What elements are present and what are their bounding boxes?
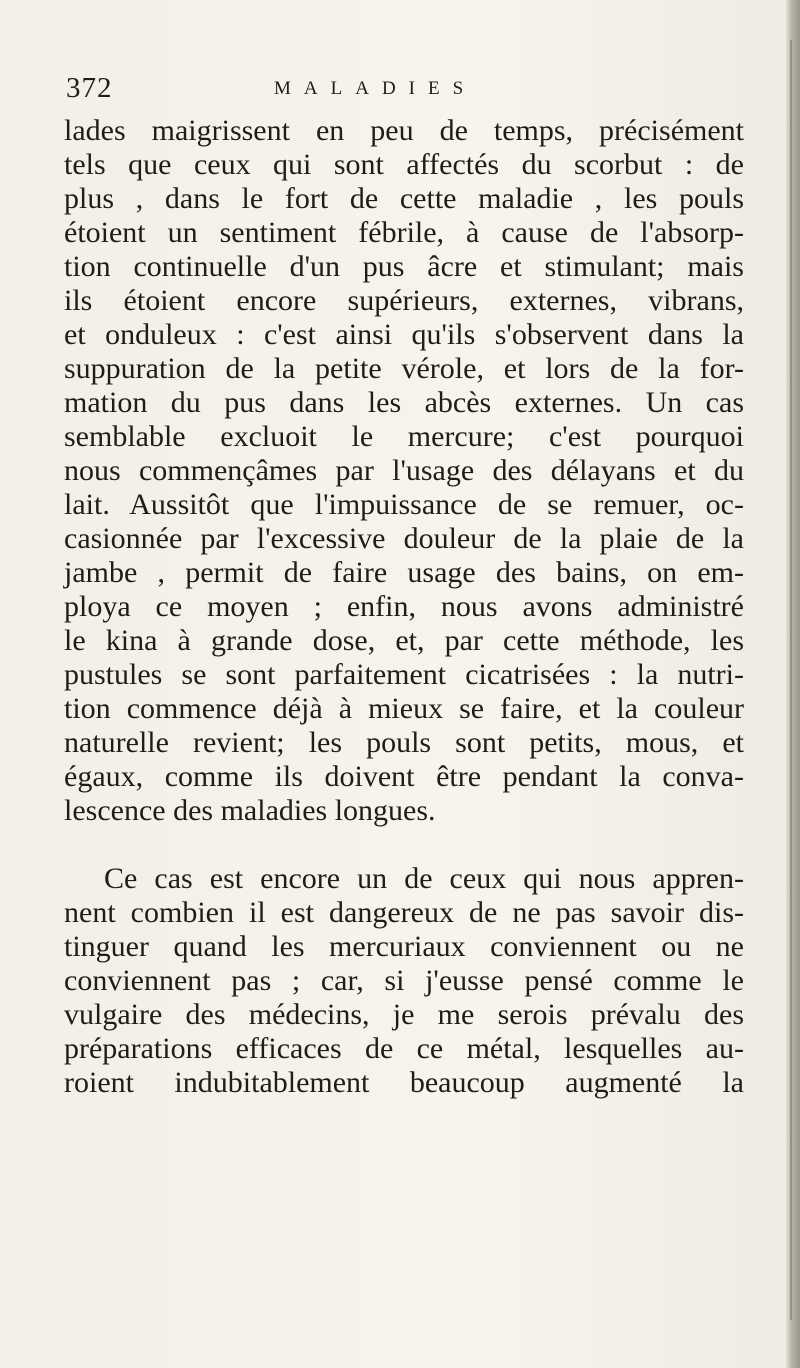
page-edge xyxy=(786,0,800,1368)
text-line: lades maigrissent en peu de temps, précisément xyxy=(64,114,744,147)
edge-line xyxy=(790,40,792,1320)
text-line: préparations efficaces de ce métal, lesquelles au- xyxy=(64,1032,744,1065)
paragraph-gap xyxy=(64,828,744,862)
text-line: lescence des maladies longues. xyxy=(64,794,436,827)
text-line: jambe , permit de faire usage des bains, on em- xyxy=(64,556,744,589)
text-line: nent combien il est dangereux de ne pas savoir dis- xyxy=(64,896,744,929)
text-line: tion continuelle d'un pus âcre et stimulant; mais xyxy=(64,250,744,283)
text-line: semblable excluoit le mercure; c'est pourquoi xyxy=(64,420,744,453)
text-line: ils étoient encore supérieurs, externes, vibrans, xyxy=(64,284,744,317)
text-line: tion commence déjà à mieux se faire, et la couleur xyxy=(64,692,744,725)
text-line: tinguer quand les mercuriaux conviennent ou ne xyxy=(64,930,744,963)
text-line: égaux, comme ils doivent être pendant la conva- xyxy=(64,760,744,793)
text-line: ploya ce moyen ; enfin, nous avons administré xyxy=(64,590,744,623)
text-line: et onduleux : c'est ainsi qu'ils s'observent dans la xyxy=(64,318,744,351)
text-line: mation du pus dans les abcès externes. Un cas xyxy=(64,386,744,419)
text-line: Ce cas est encore un de ceux qui nous appren- xyxy=(104,862,744,895)
running-title: MALADIES xyxy=(274,78,477,99)
text-line: le kina à grande dose, et, par cette méthode, les xyxy=(64,624,744,657)
text-line: nous commençâmes par l'usage des délayans et du xyxy=(64,454,744,487)
text-line: roient indubitablement beaucoup augmenté la xyxy=(64,1066,744,1099)
text-line: pustules se sont parfaitement cicatrisées : la nutri- xyxy=(64,658,744,691)
text-line: étoient un sentiment fébrile, à cause de l'absorp- xyxy=(64,216,744,249)
text-line: conviennent pas ; car, si j'eusse pensé comme le xyxy=(64,964,744,997)
text-line: suppuration de la petite vérole, et lors de la for- xyxy=(64,352,744,385)
text-line: naturelle revient; les pouls sont petits, mous, et xyxy=(64,726,744,759)
text-line: plus , dans le fort de cette maladie , les pouls xyxy=(64,182,744,215)
text-line: lait. Aussitôt que l'impuissance de se remuer, oc- xyxy=(64,488,744,521)
body-text xyxy=(64,114,744,1100)
text-line: vulgaire des médecins, je me serois prévalu des xyxy=(64,998,744,1031)
paragraph-2 xyxy=(64,862,744,1100)
text-line: casionnée par l'excessive douleur de la plaie de la xyxy=(64,522,744,555)
page-header xyxy=(64,72,744,106)
paragraph-1 xyxy=(64,114,744,828)
page-number: 372 xyxy=(66,72,113,104)
text-line: tels que ceux qui sont affectés du scorbut : de xyxy=(64,148,744,181)
